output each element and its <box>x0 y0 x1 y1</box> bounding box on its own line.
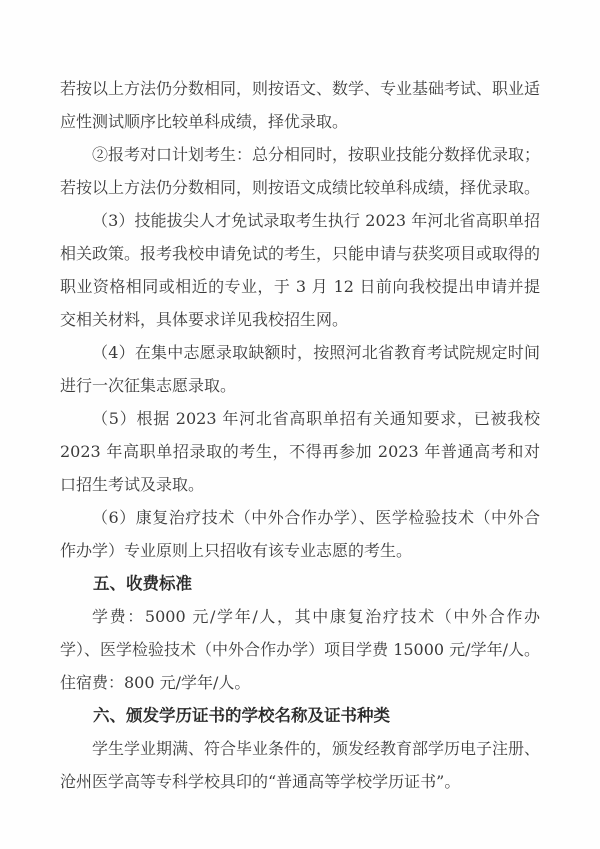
para-supplementary-volunteer: （4）在集中志愿录取缺额时，按照河北省教育考试院规定时间进行一次征集志愿录取。 <box>60 343 540 395</box>
para-sino-foreign-majors: （6）康复治疗技术（中外合作办学）、医学检验技术（中外合作办学）专业原则上只招收有该专业志愿的考生。 <box>60 508 540 560</box>
para-certificate-issuance: 学生学业期满、符合毕业条件的，颁发经教育部学历电子注册、沧州医学高等专科学校具印的“普通高等学校学历证书”。 <box>60 739 541 791</box>
para-duikou-plan-tiebreak: ②报考对口计划考生：总分相同时，按职业技能分数择优录取；若按以上方法仍分数相同，则按语文成绩比较单科成绩，择优录取。 <box>60 145 541 197</box>
document-text-block <box>60 72 540 798</box>
heading-fees-standard: 五、收费标准 <box>93 574 192 593</box>
para-tuition-fees: 学费：5000 元/学年/人，其中康复治疗技术（中外合作办学）、医学检验技术（中外合作办学）项目学费 15000 元/学年/人。住宿费：800 元/学年/人。 <box>60 607 540 692</box>
para-skill-talent-exemption: （3）技能拔尖人才免试录取考生执行 2023 年河北省高职单招相关政策。报考我校申请免试的考生，只能申请与获奖项目或取得的职业资格相同或相近的专业，于 3 月 12 日前向我校提出申请并提交相关材料，具体要求详见我校招生网。 <box>60 211 541 329</box>
para-no-gaokao-after-admission: （5）根据 2023 年河北省高职单招有关通知要求，已被我校 2023 年高职单招录取的考生，不得再参加 2023 年普通高考和对口招生考试及录取。 <box>60 409 540 494</box>
para-tiebreak-subjects-continued: 若按以上方法仍分数相同，则按语文、数学、专业基础考试、职业适应性测试顺序比较单科成绩，择优录取。 <box>60 79 541 131</box>
heading-certificate-school-type: 六、颁发学历证书的学校名称及证书种类 <box>93 706 390 725</box>
